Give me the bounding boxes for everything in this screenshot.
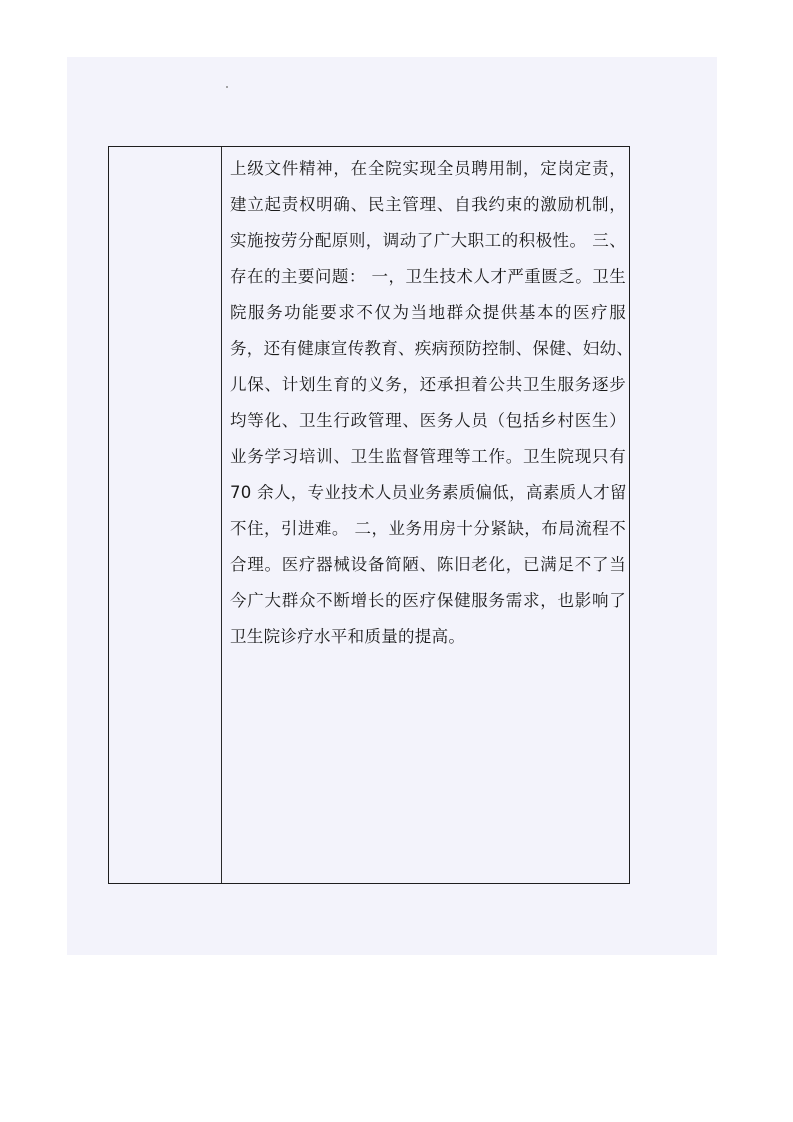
text-line: 今广大群众不断增长的医疗保健服务需求，也影响了 bbox=[230, 591, 626, 610]
text-line: 不住，引进难。 二，业务用房十分紧缺，布局流程不 bbox=[230, 519, 626, 538]
scan-speck bbox=[226, 86, 228, 88]
text-line: 院服务功能要求不仅为当地群众提供基本的医疗服 bbox=[230, 303, 626, 322]
text-line: 70 余人，专业技术人员业务素质偏低，高素质人才留 bbox=[230, 483, 627, 502]
text-line: 上级文件精神，在全院实现全员聘用制，定岗定责， bbox=[230, 159, 626, 178]
label-cell-empty bbox=[109, 147, 222, 883]
text-line: 均等化、卫生行政管理、医务人员（包括乡村医生） bbox=[230, 411, 626, 430]
text-line: 卫生院诊疗水平和质量的提高。 bbox=[230, 627, 466, 646]
text-line: 业务学习培训、卫生监督管理等工作。卫生院现只有 bbox=[230, 447, 626, 466]
text-line: 建立起责权明确、民主管理、自我约束的激励机制， bbox=[230, 195, 626, 214]
content-cell bbox=[222, 147, 634, 883]
content-paragraph bbox=[230, 151, 634, 655]
text-line: 实施按劳分配原则，调动了广大职工的积极性。 三、 bbox=[230, 231, 626, 250]
form-table bbox=[108, 146, 634, 884]
text-line: 存在的主要问题： 一，卫生技术人才严重匮乏。卫生 bbox=[230, 267, 626, 286]
text-line: 儿保、计划生育的义务，还承担着公共卫生服务逐步 bbox=[230, 375, 626, 394]
text-line: 合理。医疗器械设备简陋、陈旧老化，已满足不了当 bbox=[230, 555, 626, 574]
text-line: 务，还有健康宣传教育、疾病预防控制、保健、妇幼、 bbox=[230, 339, 634, 358]
